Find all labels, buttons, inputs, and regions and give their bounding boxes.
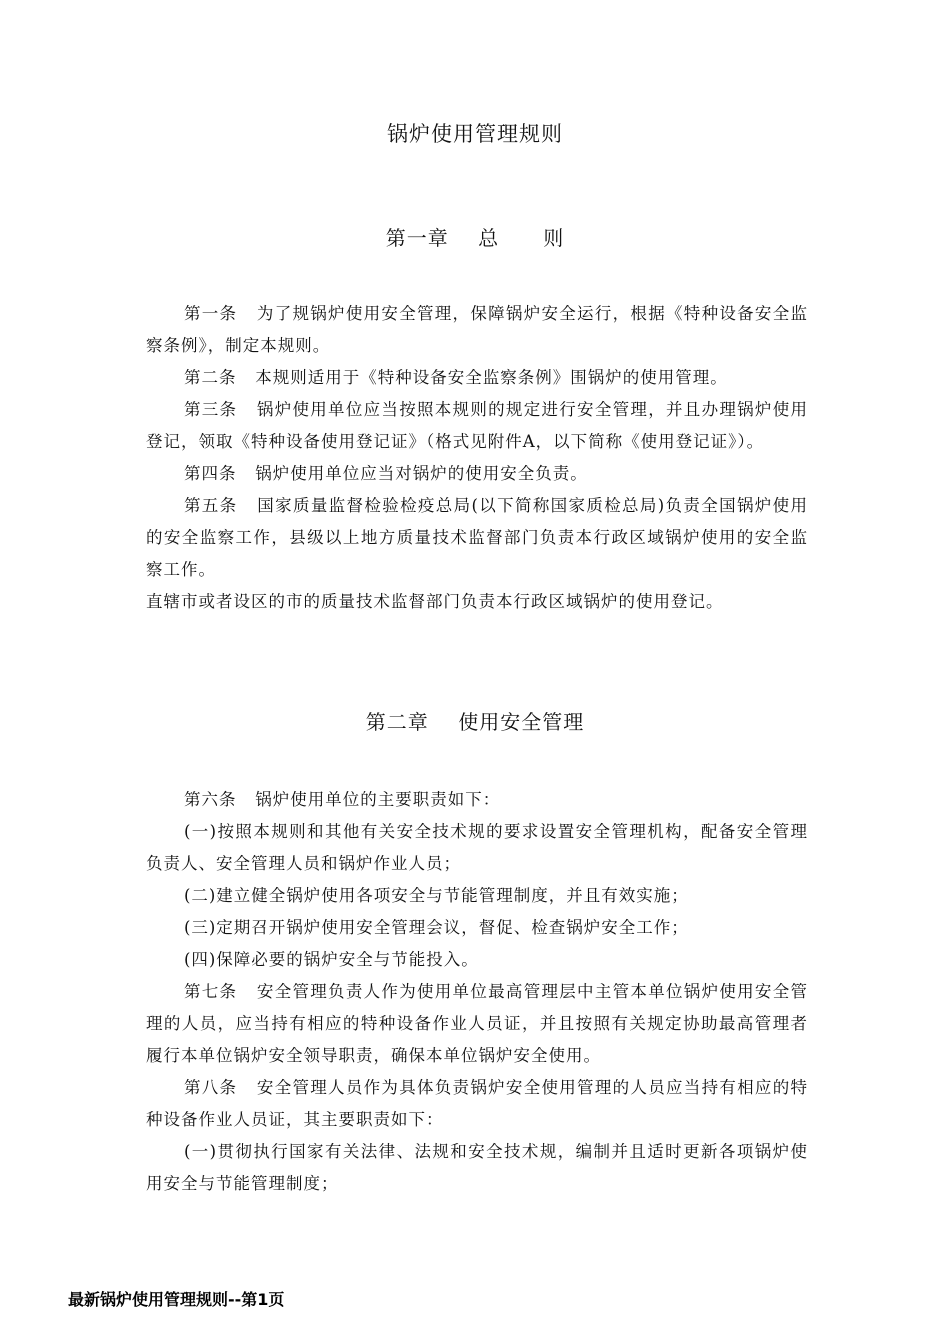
article-4: 第四条 锅炉使用单位应当对锅炉的使用安全负责。 bbox=[183, 464, 588, 483]
page-footer: 最新锅炉使用管理规则--第1页 bbox=[68, 1290, 285, 1309]
article-6-item-2: (二)建立健全锅炉使用各项安全与节能管理制度，并且有效实施； bbox=[183, 886, 689, 905]
article-3: 第三条 锅炉使用单位应当按照本规则的规定进行安全管理，并且办理锅炉使用登记，领取《特种设备使用登记证》（格式见附件A，以下简称《使用登记证》）。 bbox=[146, 400, 808, 451]
chapter-2-body bbox=[146, 784, 808, 1200]
article-2: 第二条 本规则适用于《特种设备安全监察条例》围锅炉的使用管理。 bbox=[183, 368, 728, 387]
chapter-2-heading: 第二章 使用安全管理 bbox=[365, 710, 585, 734]
article-5-paragraph-2: 直辖市或者设区的市的质量技术监督部门负责本行政区域锅炉的使用登记。 bbox=[146, 592, 724, 611]
document-title: 锅炉使用管理规则 bbox=[387, 122, 563, 146]
article-5: 第五条 国家质量监督检验检疫总局(以下简称国家质检总局)负责全国锅炉使用的安全监察工作，县级以上地方质量技术监督部门负责本行政区域锅炉使用的安全监察工作。 bbox=[146, 496, 808, 579]
article-6-item-3: (三)定期召开锅炉使用安全管理会议，督促、检查锅炉安全工作； bbox=[183, 918, 689, 937]
chapter-1-heading: 第一章 总 则 bbox=[385, 226, 565, 250]
article-8-item-1: (一)贯彻执行国家有关法律、法规和安全技术规，编制并且适时更新各项锅炉使用安全与节能管理制度； bbox=[146, 1142, 808, 1193]
article-6-item-1: (一)按照本规则和其他有关安全技术规的要求设置安全管理机构，配备安全管理负责人、安全管理人员和锅炉作业人员； bbox=[146, 822, 808, 873]
article-8: 第八条 安全管理人员作为具体负责锅炉安全使用管理的人员应当持有相应的特种设备作业人员证，其主要职责如下： bbox=[146, 1078, 808, 1129]
chapter-1-body bbox=[146, 298, 808, 618]
article-1: 第一条 为了规锅炉使用安全管理，保障锅炉安全运行，根据《特种设备安全监察条例》，制定本规则。 bbox=[146, 304, 808, 355]
article-6: 第六条 锅炉使用单位的主要职责如下： bbox=[183, 790, 501, 809]
article-6-item-4: (四)保障必要的锅炉安全与节能投入。 bbox=[183, 950, 479, 969]
article-7: 第七条 安全管理负责人作为使用单位最高管理层中主管本单位锅炉使用安全管理的人员，应当持有相应的特种设备作业人员证，并且按照有关规定协助最高管理者履行本单位锅炉安全领导职责，确保本单位锅炉安全使用。 bbox=[146, 982, 808, 1065]
